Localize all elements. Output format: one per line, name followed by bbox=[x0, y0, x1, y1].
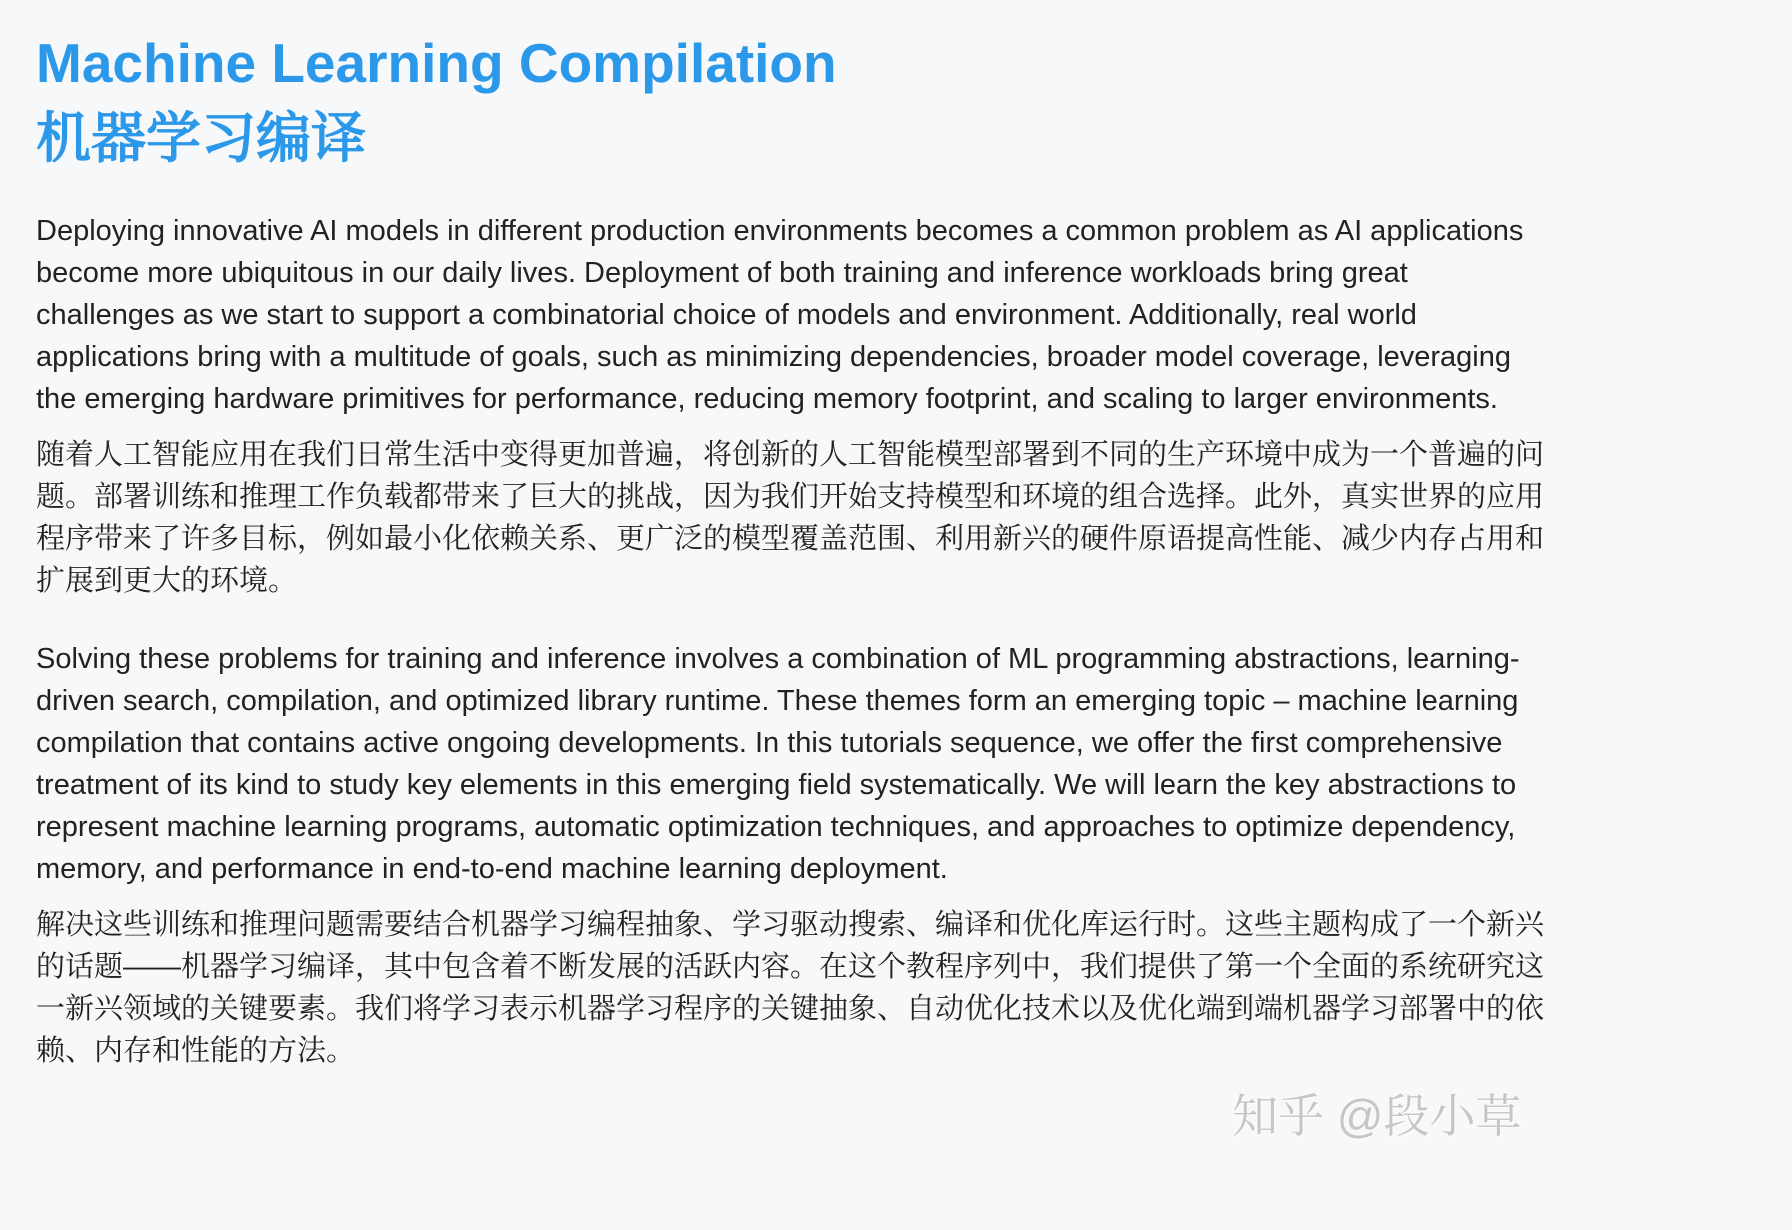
page-title-english: Machine Learning Compilation bbox=[36, 32, 837, 94]
intro-section bbox=[36, 210, 1756, 602]
solution-paragraph-english: Solving these problems for training and inference involves a combination of ML programming abstractions, learning-driven search, compilation, and optimized library runtime. These themes form an emerging topic – machine learning compilation that contains active ongoing developments. In this tutorials sequence, we offer the first comprehensive treatment of its kind to study key elements in this emerging field systematically. We will learn the key abstractions to represent machine learning programs, automatic optimization techniques, and approaches to optimize dependency, memory, and performance in end-to-end machine learning deployment. bbox=[36, 642, 1520, 885]
solution-paragraph-chinese: 解决这些训练和推理问题需要结合机器学习编程抽象、学习驱动搜索、编译和优化库运行时。这些主题构成了一个新兴的话题——机器学习编译，其中包含着不断发展的活跃内容。在这个教程序列中，我们提供了第一个全面的系统研究这一新兴领域的关键要素。我们将学习表示机器学习程序的关键抽象、自动优化技术以及优化端到端机器学习部署中的依赖、内存和性能的方法。 bbox=[36, 908, 1545, 1067]
page-title bbox=[36, 26, 1756, 176]
zhihu-watermark: 知乎 @段小草 bbox=[1232, 1090, 1522, 1142]
page-title-chinese: 机器学习编译 bbox=[36, 106, 367, 169]
intro-paragraph-chinese: 随着人工智能应用在我们日常生活中变得更加普遍，将创新的人工智能模型部署到不同的生产环境中成为一个普遍的问题。部署训练和推理工作负载都带来了巨大的挑战，因为我们开始支持模型和环境的组合选择。此外，真实世界的应用程序带来了许多目标，例如最小化依赖关系、更广泛的模型覆盖范围、利用新兴的硬件原语提高性能、减少内存占用和扩展到更大的环境。 bbox=[36, 438, 1545, 597]
intro-paragraph-english: Deploying innovative AI models in different production environments becomes a common problem as AI applications become more ubiquitous in our daily lives. Deployment of both training and inference workloads bring great challenges as we start to support a combinatorial choice of models and environment. Additionally, real world applications bring with a multitude of goals, such as minimizing dependencies, broader model coverage, leveraging the emerging hardware primitives for performance, reducing memory footprint, and scaling to larger environments. bbox=[36, 214, 1524, 415]
solution-section bbox=[36, 638, 1756, 1072]
